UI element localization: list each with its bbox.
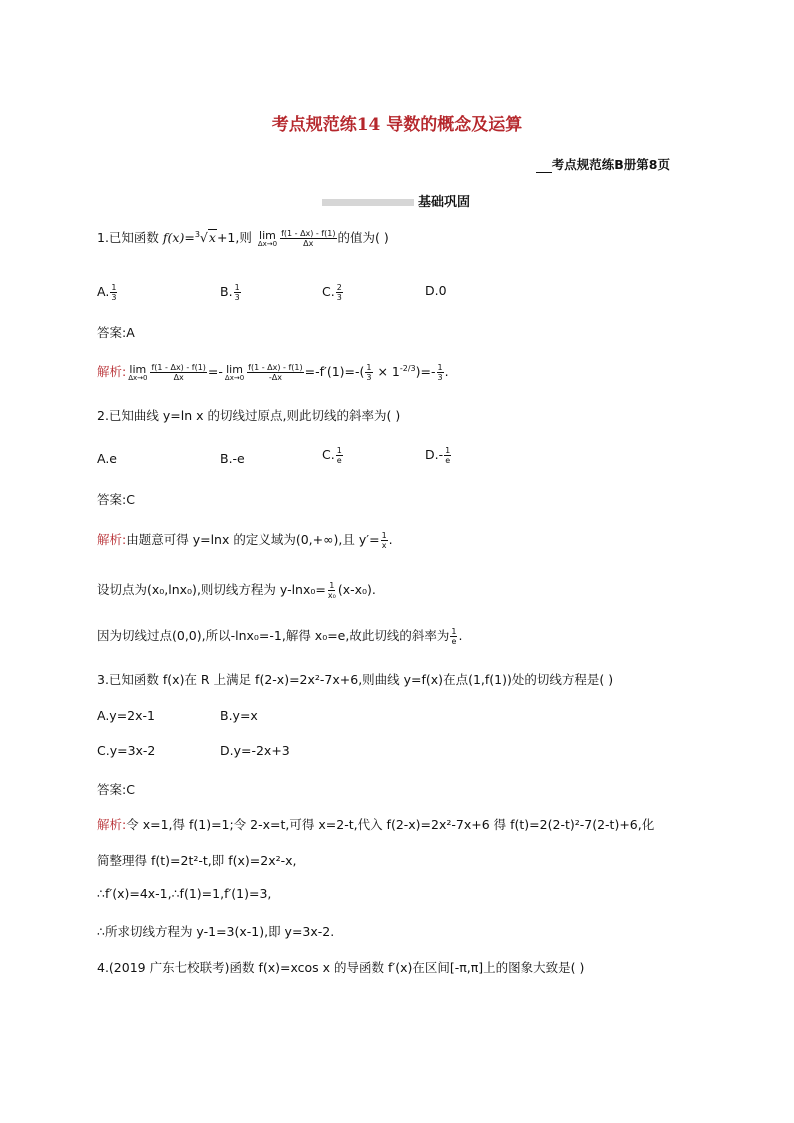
q3-explanation-2: 简整理得 f(t)=2t²-t,即 f(x)=2x²-x,	[97, 853, 297, 868]
q1-plus1: +1,则	[216, 230, 256, 245]
q2-answer: 答案:C	[97, 492, 135, 507]
q1-root-body: x	[208, 230, 216, 245]
q2-explanation-3: 因为切线过点(0,0),所以-lnx₀=-1,解得 x₀=e,故此切线的斜率为 $\frac{1}{e}$ .	[97, 626, 463, 646]
q1-fx: f(x)=	[162, 230, 195, 245]
q1-fraction: $\frac{f(1 - \Delta x) - f(1)}{\Delta x}$	[281, 228, 336, 248]
q2-option-a: A.e	[97, 451, 117, 466]
q3-explanation-3: ∴f′(x)=4x-1,∴f(1)=1,f′(1)=3,	[97, 886, 272, 901]
explanation-label: 解析:	[97, 532, 127, 547]
q1-root-index: 3	[194, 229, 200, 239]
question-1: 1.已知函数 f(x)=$^3$√x+1,则 lim Δx→0 $\frac{f(1 - \Delta x) - f(1)}{\Delta x}$ 的值为( )	[97, 228, 389, 248]
section-title: 基础巩固	[418, 195, 471, 210]
q1-limit: lim Δx→0	[257, 228, 278, 248]
q3-option-d: D.y=-2x+3	[220, 743, 290, 758]
q3-option-c: C.y=3x-2	[97, 743, 156, 758]
q2-option-d: D.- $\frac{1}{e}$	[425, 446, 451, 466]
q3-answer: 答案:C	[97, 782, 135, 797]
q3-option-a: A.y=2x-1	[97, 708, 155, 723]
underline-blank	[536, 160, 552, 173]
q1-suffix: 的值为( )	[337, 230, 389, 245]
question-3: 3.已知函数 f(x)在 R 上满足 f(2-x)=2x²-7x+6,则曲线 y=f(x)在点(1,f(1))处的切线方程是( )	[97, 672, 614, 687]
question-4: 4.(2019 广东七校联考)函数 f(x)=xcos x 的导函数 f′(x)在区间[-π,π]上的图象大致是( )	[97, 960, 585, 975]
textbook-reference	[536, 155, 670, 173]
page-title: 考点规范练14 导数的概念及运算	[271, 115, 523, 135]
q1-option-c: C. $\frac{2}{3}$	[322, 283, 342, 303]
q3-explanation-4: ∴所求切线方程为 y-1=3(x-1),即 y=3x-2.	[97, 924, 335, 939]
q1-option-b: B. $\frac{1}{3}$	[220, 283, 240, 303]
section-bar	[322, 199, 414, 206]
q1-option-a: A. $\frac{1}{3}$	[97, 283, 117, 303]
q2-explanation-2: 设切点为(x₀,lnx₀),则切线方程为 y-lnx₀= $\frac{1}{\text{x₀}}$ (x-x₀).	[97, 580, 376, 600]
textbook-reference-text: 考点规范练B册第8页	[551, 157, 670, 172]
q3-option-b: B.y=x	[220, 708, 258, 723]
q2-option-c: C. $\frac{1}{e}$	[322, 446, 342, 466]
explanation-label: 解析:	[97, 817, 127, 832]
section-heading	[322, 191, 470, 210]
q1-explanation: 解析: lim Δx→0 $\frac{f(1 - \Delta x) - f(1)}{\Delta x}$ =- lim Δx→0 $\frac{f(1 - \Delta x) - f(1)}{-\Delta x}$ =-f′(1)=-( $\frac{1}{3}$ × $1^{-2/3})=-$ $\frac{1}{3}$ .	[97, 362, 449, 382]
q2-option-b: B.-e	[220, 451, 245, 466]
q1-prefix: 1.已知函数	[97, 230, 163, 245]
q1-answer: 答案:A	[97, 325, 135, 340]
q2-explanation-1: 解析:由题意可得 y=lnx 的定义域为(0,+∞),且 y′= $\frac{1}{x}$ .	[97, 530, 393, 550]
question-2: 2.已知曲线 y=ln x 的切线过原点,则此切线的斜率为( )	[97, 408, 401, 423]
q3-explanation-1: 解析:令 x=1,得 f(1)=1;令 2-x=t,可得 x=2-t,代入 f(2-x)=2x²-7x+6 得 f(t)=2(2-t)²-7(2-t)+6,化	[97, 817, 655, 832]
explanation-label: 解析:	[97, 364, 127, 379]
q1-option-d: D.0	[425, 283, 447, 298]
